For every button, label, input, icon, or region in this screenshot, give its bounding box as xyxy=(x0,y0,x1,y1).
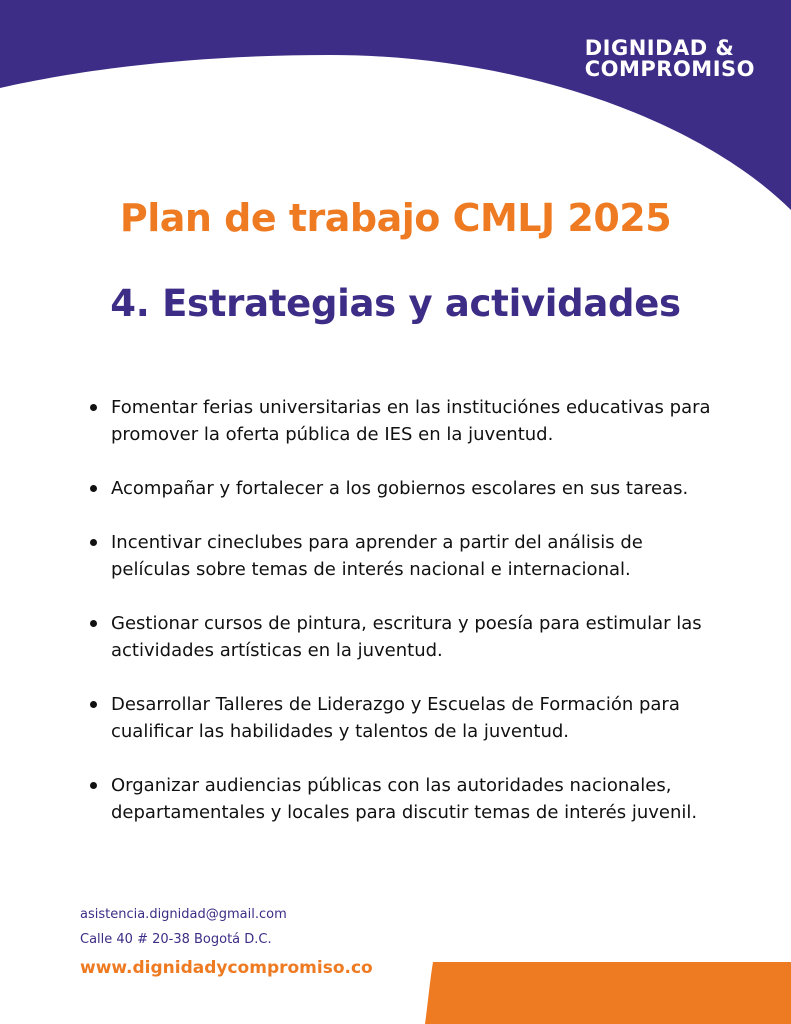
header-purple-wave xyxy=(0,0,791,220)
footer-email: asistencia.dignidad@gmail.com xyxy=(80,907,287,922)
bullet-icon xyxy=(90,485,97,492)
bullet-icon xyxy=(90,701,97,708)
list-item xyxy=(86,691,726,745)
bullet-icon xyxy=(90,620,97,627)
list-item-text: Gestionar cursos de pintura, escritura y poesía para estimular las actividades artísticas en la juventud. xyxy=(111,613,702,661)
list-item xyxy=(86,475,726,502)
list-item xyxy=(86,772,726,826)
page-title: Plan de trabajo CMLJ 2025 xyxy=(119,196,672,240)
bullet-icon xyxy=(90,404,97,411)
list-item-text: Desarrollar Talleres de Liderazgo y Escuelas de Formación para cualificar las habilidades y talentos de la juventud. xyxy=(111,694,680,742)
list-item xyxy=(86,610,726,664)
activities-list xyxy=(86,394,726,853)
section-heading: 4. Estrategias y actividades xyxy=(110,282,681,325)
list-item-text: Incentivar cineclubes para aprender a partir del análisis de películas sobre temas de interés nacional e internacional. xyxy=(111,532,643,580)
list-item xyxy=(86,529,726,583)
list-item xyxy=(86,394,726,448)
bullet-icon xyxy=(90,539,97,546)
footer-website-link[interactable]: www.dignidadycompromiso.co xyxy=(80,958,373,978)
brand-line-2: COMPROMISO xyxy=(584,57,755,81)
footer-address: Calle 40 # 20-38 Bogotá D.C. xyxy=(80,932,272,947)
list-item-text: Fomentar ferias universitarias en las instituciónes educativas para promover la oferta pública de IES en la juventud. xyxy=(111,397,711,445)
brand-logo xyxy=(585,38,755,80)
brand-line-1: DIGNIDAD & xyxy=(584,36,735,60)
bullet-icon xyxy=(90,782,97,789)
list-item-text: Acompañar y fortalecer a los gobiernos escolares en sus tareas. xyxy=(111,478,689,499)
footer-orange-block xyxy=(425,962,791,1024)
list-item-text: Organizar audiencias públicas con las autoridades nacionales, departamentales y locales para discutir temas de interés juvenil. xyxy=(111,775,698,823)
